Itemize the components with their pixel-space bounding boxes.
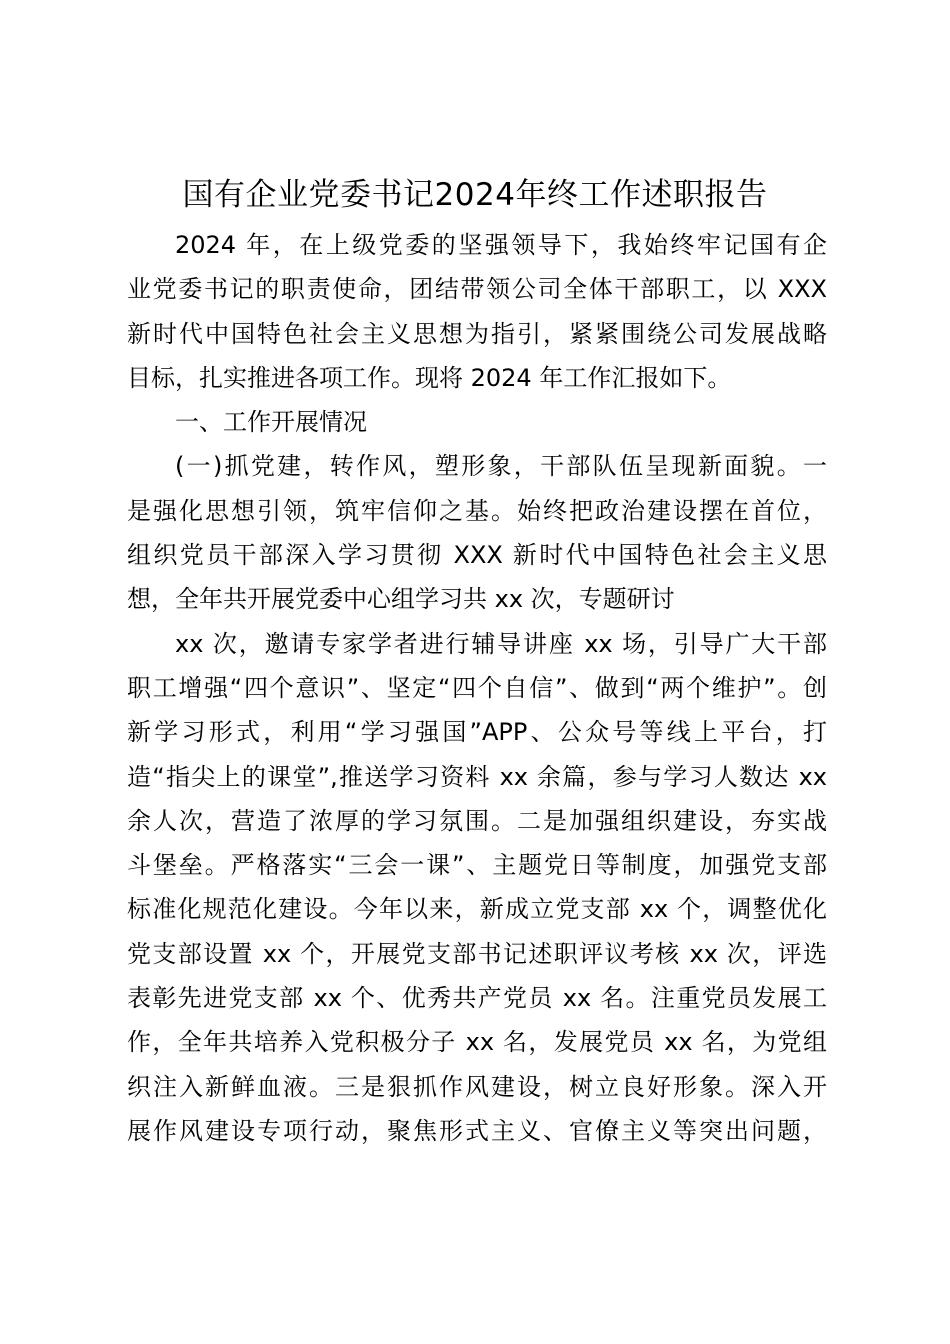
paragraph-line: 组织党员干部深入学习贯彻 XXX 新时代中国特色社会主义思 (127, 541, 827, 570)
paragraph-line: 想，全年共开展党委中心组学习共 xx 次，专题研讨 (127, 585, 675, 614)
paragraph-line: 新学习形式，利用“学习强国”APP、公众号等线上平台，打 (127, 718, 827, 747)
paragraph-line: 目标，扎实推进各项工作。现将 2024 年工作汇报如下。 (127, 363, 732, 392)
paragraph-line: 余人次，营造了浓厚的学习氛围。二是加强组织建设，夯实战 (127, 806, 827, 835)
paragraph-line: 业党委书记的职责使命，团结带领公司全体干部职工，以 XXX (127, 275, 827, 304)
paragraph-line: 展作风建设专项行动，聚焦形式主义、官僚主义等突出问题， (127, 1116, 827, 1145)
paragraph-line: xx 次，邀请专家学者进行辅导讲座 xx 场，引导广大干部 (175, 629, 827, 658)
paragraph-line: 织注入新鲜血液。三是狠抓作风建设，树立良好形象。深入开 (127, 1072, 827, 1101)
paragraph-line: 表彰先进党支部 xx 个、优秀共产党员 xx 名。注重党员发展工 (127, 984, 827, 1013)
document-body (127, 223, 827, 1153)
paragraph-line: 党支部设置 xx 个，开展党支部书记述职评议考核 xx 次，评选 (127, 939, 827, 968)
paragraph-line: (一)抓党建，转作风，塑形象，干部队伍呈现新面貌。一 (175, 452, 827, 481)
paragraph-line: 是强化思想引领，筑牢信仰之基。始终把政治建设摆在首位， (127, 496, 827, 525)
document-title: 国有企业党委书记2024年终工作述职报告 (182, 177, 768, 213)
paragraph-line: 职工增强“四个意识”、坚定“四个自信”、做到“两个维护”。创 (127, 673, 827, 702)
paragraph-line: 斗堡垒。严格落实“三会一课”、主题党日等制度，加强党支部 (127, 851, 827, 880)
paragraph-line: 作，全年共培养入党积极分子 xx 名，发展党员 xx 名，为党组 (127, 1028, 827, 1057)
paragraph-line: 2024 年，在上级党委的坚强领导下，我始终牢记国有企 (175, 231, 827, 259)
section-heading: 一、工作开展情况 (175, 408, 367, 437)
paragraph-line: 标准化规范化建设。今年以来，新成立党支部 xx 个，调整优化 (127, 895, 827, 924)
paragraph-line: 造“指尖上的课堂”,推送学习资料 xx 余篇，参与学习人数达 xx (127, 762, 827, 791)
paragraph-line: 新时代中国特色社会主义思想为指引，紧紧围绕公司发展战略 (127, 319, 827, 348)
